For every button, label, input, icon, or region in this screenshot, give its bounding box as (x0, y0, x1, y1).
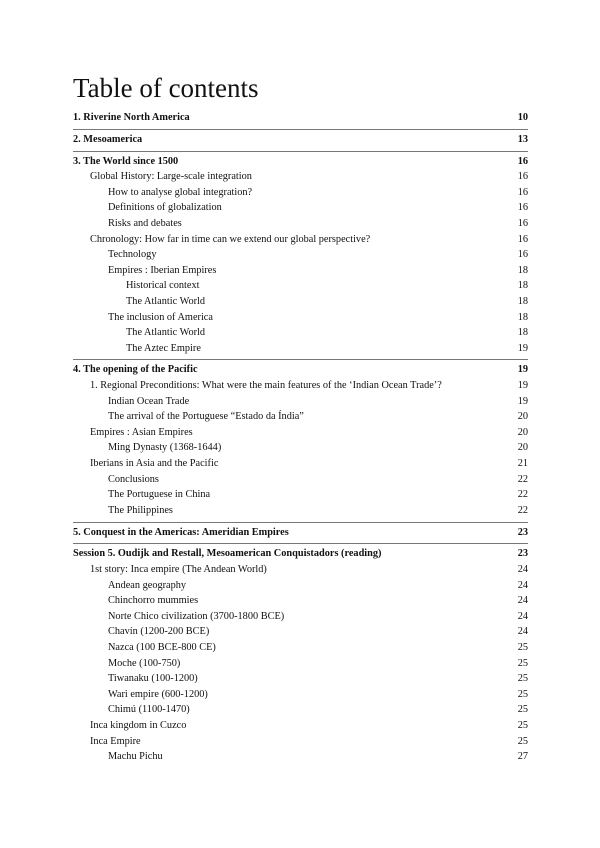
toc-entry-label: 2. Mesoamerica (73, 133, 143, 145)
toc-entry-page-number: 25 (517, 641, 528, 653)
toc-entry-label: The Atlantic World (126, 327, 206, 339)
toc-entry-page-number: 19 (517, 380, 528, 392)
toc-entry-page-number: 18 (517, 280, 528, 292)
toc-entry[interactable] (73, 578, 528, 594)
toc-entry[interactable] (73, 687, 528, 703)
toc-entry-label: The Aztec Empire (126, 342, 201, 354)
toc-entry-page-number: 23 (517, 548, 528, 560)
toc-entry-page-number: 19 (517, 342, 528, 354)
toc-entry[interactable] (73, 409, 528, 425)
toc-entry-label: Historical context (126, 280, 200, 292)
toc-entry[interactable] (73, 200, 528, 216)
toc-entry-page-number: 24 (517, 626, 528, 638)
toc-entry-page-number: 25 (517, 704, 528, 716)
toc-entry-page-number: 10 (517, 112, 528, 123)
toc-entry-label: Iberians in Asia and the Pacific (90, 458, 219, 470)
toc-entry-page-number: 18 (517, 295, 528, 307)
toc-entry-label: The Portuguese in China (108, 489, 211, 501)
toc-entry-page-number: 18 (517, 327, 528, 339)
toc-entry-page-number: 25 (517, 657, 528, 669)
toc-entry-label: Indian Ocean Trade (108, 395, 190, 407)
toc-entry-page-number: 16 (517, 233, 528, 245)
toc-entry-page-number: 13 (517, 133, 528, 145)
toc-entry[interactable] (73, 154, 528, 170)
toc-entry-label: The arrival of the Portuguese “Estado da Índia” (108, 411, 304, 423)
toc-entry[interactable] (73, 609, 528, 625)
table-of-contents (73, 110, 528, 765)
toc-entry[interactable] (73, 325, 528, 341)
toc-entry-label: Inca Empire (90, 735, 141, 747)
toc-entry[interactable] (73, 593, 528, 609)
toc-entry-page-number: 22 (517, 504, 528, 516)
toc-entry-page-number: 25 (517, 719, 528, 731)
toc-entry-label: 5. Conquest in the Americas: Ameridian Empires (73, 526, 289, 538)
toc-entry[interactable] (73, 487, 528, 503)
toc-entry-label: 1st story: Inca empire (The Andean World) (90, 563, 267, 575)
toc-entry-label: Machu Pichu (108, 751, 163, 763)
toc-entry[interactable] (73, 440, 528, 456)
toc-entry[interactable] (73, 702, 528, 718)
toc-entry-label: Wari empire (600-1200) (108, 688, 208, 700)
toc-entry[interactable] (73, 169, 528, 185)
toc-entry-page-number: 18 (517, 264, 528, 276)
toc-entry[interactable] (73, 263, 528, 279)
toc-entry-page-number: 18 (517, 311, 528, 323)
toc-entry[interactable] (73, 278, 528, 294)
toc-entry[interactable] (73, 425, 528, 441)
toc-entry-page-number: 16 (517, 217, 528, 229)
toc-entry-page-number: 20 (517, 411, 528, 423)
toc-entry-label: Technology (108, 249, 157, 261)
toc-entry[interactable] (73, 671, 528, 687)
toc-entry[interactable] (73, 718, 528, 734)
toc-entry-page-number: 20 (517, 426, 528, 438)
toc-entry-label: Empires : Iberian Empires (108, 264, 217, 276)
toc-entry-label: Tiwanaku (100-1200) (108, 673, 198, 685)
toc-entry-page-number: 16 (517, 155, 528, 167)
toc-entry[interactable] (73, 749, 528, 765)
toc-entry-label: Risks and debates (108, 217, 182, 229)
toc-entry-label: Empires : Asian Empires (90, 426, 193, 438)
toc-entry-label: Nazca (100 BCE-800 CE) (108, 641, 216, 653)
toc-entry[interactable] (73, 656, 528, 672)
toc-entry-page-number: 24 (517, 610, 528, 622)
toc-entry[interactable] (73, 378, 528, 394)
toc-entry-page-number: 27 (517, 751, 528, 763)
toc-entry-label: How to analyse global integration? (108, 186, 253, 198)
toc-entry[interactable] (73, 624, 528, 640)
toc-entry-page-number: 24 (517, 563, 528, 575)
toc-entry[interactable] (73, 232, 528, 248)
toc-entry-label: Session 5. Oudijk and Restall, Mesoamerican Conquistadors (reading) (73, 548, 382, 560)
toc-entry[interactable] (73, 525, 528, 541)
toc-entry-label: The inclusion of America (108, 311, 213, 323)
toc-entry-page-number: 25 (517, 673, 528, 685)
toc-entry-page-number: 25 (517, 735, 528, 747)
toc-entry[interactable] (73, 546, 528, 562)
toc-entry[interactable] (73, 341, 528, 357)
toc-entry[interactable] (73, 132, 528, 148)
toc-entry-label: 1. Regional Preconditions: What were the main features of the ‘Indian Ocean Trade’? (90, 380, 442, 392)
toc-entry-label: 4. The opening of the Pacific (73, 364, 198, 376)
toc-entry-page-number: 19 (517, 395, 528, 407)
toc-entry[interactable] (73, 394, 528, 410)
toc-entry[interactable] (73, 216, 528, 232)
toc-entry-page-number: 21 (517, 458, 528, 470)
toc-entry[interactable] (73, 294, 528, 310)
toc-entry-label: Chavín (1200-200 BCE) (108, 626, 210, 638)
toc-entry[interactable] (73, 734, 528, 750)
toc-entry[interactable] (73, 247, 528, 263)
toc-entry[interactable] (73, 362, 528, 378)
toc-entry-label: The Atlantic World (126, 295, 206, 307)
toc-entry-page-number: 22 (517, 473, 528, 485)
toc-entry-label: The Philippines (108, 504, 173, 516)
toc-entry-label: Conclusions (108, 473, 159, 485)
toc-entry[interactable] (73, 185, 528, 201)
toc-entry-page-number: 16 (517, 249, 528, 261)
toc-entry[interactable] (73, 456, 528, 472)
toc-entry-page-number: 22 (517, 489, 528, 501)
toc-entry-label: Norte Chico civilization (3700-1800 BCE) (108, 610, 285, 622)
toc-entry-label: Inca kingdom in Cuzco (90, 719, 187, 731)
toc-entry-label: Moche (100-750) (108, 657, 181, 669)
toc-entry[interactable] (73, 562, 528, 578)
toc-entry[interactable] (73, 110, 528, 126)
toc-entry-label: Andean geography (108, 579, 187, 591)
toc-entry[interactable] (73, 472, 528, 488)
toc-entry-label: 1. Riverine North America (73, 112, 190, 123)
toc-entry-page-number: 16 (517, 186, 528, 198)
toc-entry-label: Chinchorro mummies (108, 595, 199, 607)
toc-entry-label: 3. The World since 1500 (73, 155, 179, 167)
toc-entry-label: Definitions of globalization (108, 202, 222, 214)
toc-entry-label: Chronology: How far in time can we extend our global perspective? (90, 233, 371, 245)
toc-entry-page-number: 23 (517, 526, 528, 538)
toc-entry-page-number: 24 (517, 595, 528, 607)
toc-entry-label: Global History: Large-scale integration (90, 171, 252, 183)
toc-entry[interactable] (73, 640, 528, 656)
toc-entry-page-number: 19 (517, 364, 528, 376)
toc-entry-page-number: 16 (517, 171, 528, 183)
toc-entry-page-number: 20 (517, 442, 528, 454)
toc-entry-page-number: 25 (517, 688, 528, 700)
toc-entry-page-number: 24 (517, 579, 528, 591)
toc-entry[interactable] (73, 503, 528, 519)
toc-entry-label: Chimú (1100-1470) (108, 704, 190, 716)
toc-entry-label: Ming Dynasty (1368-1644) (108, 442, 222, 454)
toc-entry[interactable] (73, 310, 528, 326)
page-title: Table of contents (73, 73, 259, 103)
toc-entry-page-number: 16 (517, 202, 528, 214)
